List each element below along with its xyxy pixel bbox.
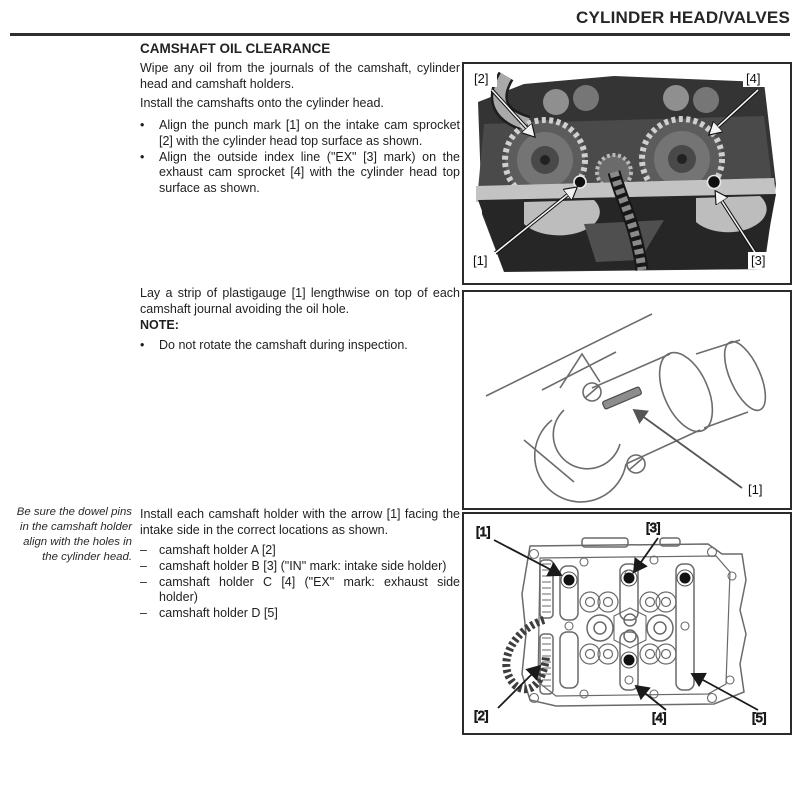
list-item — [140, 606, 460, 622]
holder-dash-list — [140, 543, 460, 622]
plastigauge-illustration — [464, 292, 786, 504]
list-item — [140, 118, 460, 150]
callout-label-1: [1] — [473, 253, 488, 268]
dash-marker: – — [140, 574, 147, 589]
margin-note-dowel-pins: Be sure the dowel pins in the camshaft holder align with the holes in the cylinder head. — [16, 506, 132, 564]
list-item — [140, 543, 460, 559]
paragraph-install-camshafts: Install the camshafts onto the cylinder head. — [140, 96, 384, 110]
callout-label-2: [2] — [474, 708, 489, 723]
engine-photo — [476, 76, 776, 272]
paragraph-install-holders: Install each camshaft holder with the arrow [1] facing the intake side in the correct locations as shown. — [140, 507, 460, 537]
holder-b-item: camshaft holder B [3] ("IN" mark: intake side holder) — [159, 558, 447, 573]
bullet-marker: • — [140, 149, 145, 164]
align-bullet-list — [140, 118, 460, 197]
callout-label-2: [2] — [474, 71, 489, 86]
page-title: CYLINDER HEAD/VALVES — [575, 8, 790, 27]
plastigauge-strip — [602, 387, 642, 410]
note-bullet-no-rotate: Do not rotate the camshaft during inspection. — [159, 338, 408, 352]
callout-label-4: [4] — [652, 710, 667, 725]
callout-label-1: [1] — [748, 482, 763, 497]
holder-arrow-marks — [561, 570, 693, 668]
callout-label-4: [4] — [746, 71, 761, 86]
callout-label-5: [5] — [752, 710, 767, 725]
bullet-align-punch-mark: Align the punch mark [1] on the intake cam sprocket [2] with the cylinder head top surface as shown. — [159, 118, 460, 148]
bullet-marker: • — [140, 118, 145, 132]
dash-marker: – — [140, 558, 147, 573]
ex-index-mark — [708, 176, 721, 189]
bullet-align-index-line: Align the outside index line ("EX" [3] mark) on the exhaust cam sprocket [4] with the cylinder head top surface as shown. — [159, 149, 460, 195]
bullet-marker: • — [140, 338, 145, 352]
dash-marker: – — [140, 543, 147, 557]
punch-mark — [574, 176, 586, 188]
list-item — [140, 575, 460, 607]
figure-plastigauge-drawing — [462, 290, 792, 510]
note-label: NOTE: — [140, 318, 179, 332]
list-item — [140, 559, 460, 575]
header-rule — [10, 33, 790, 36]
list-item — [140, 338, 460, 354]
cam-sprocket-photo-illustration — [464, 64, 786, 279]
dash-marker: – — [140, 606, 147, 620]
callout-label-3: [3] — [751, 253, 766, 268]
note-bullet-list — [140, 338, 460, 354]
figure3-callouts — [474, 520, 766, 725]
holder-c-item: camshaft holder C [4] ("EX" mark: exhaust side holder) — [159, 574, 460, 605]
camshaft-journal-drawing — [486, 314, 774, 502]
figure-camshaft-holder-diagram — [462, 512, 792, 735]
paragraph-plastigauge: Lay a strip of plastigauge [1] lengthwise on top of each camshaft journal avoiding the oil hole. — [140, 286, 460, 316]
holder-d-item: camshaft holder D [5] — [159, 606, 278, 620]
section-heading: CAMSHAFT OIL CLEARANCE — [140, 41, 331, 56]
callout-label-3: [3] — [646, 520, 661, 535]
cylinder-head-top-view — [506, 538, 746, 706]
list-item — [140, 150, 460, 197]
figure-cam-sprocket-photo — [462, 62, 792, 285]
holder-diagram-illustration — [464, 514, 786, 729]
callout-label-1: [1] — [476, 524, 491, 539]
paragraph-wipe-oil: Wipe any oil from the journals of the camshaft, cylinder head and camshaft holders. — [140, 61, 460, 91]
figure2-callouts — [634, 410, 762, 497]
holder-a-item: camshaft holder A [2] — [159, 543, 276, 557]
